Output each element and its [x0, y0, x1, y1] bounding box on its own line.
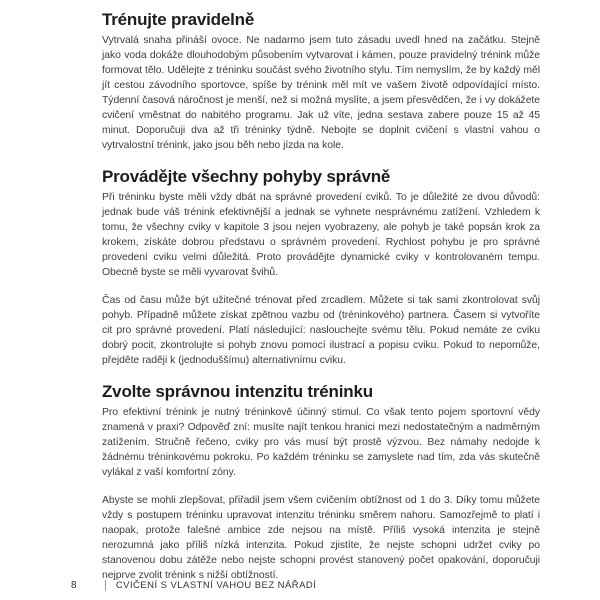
page-content	[102, 9, 540, 583]
section-correct-movement	[102, 166, 540, 368]
section-train-regularly	[102, 9, 540, 153]
body-paragraph: Čas od času může být užitečné trénovat před zrcadlem. Můžete si tak sami zkontrolovat svůj pohyb. Případně můžete získat zpětnou vazbu od (tréninkového) partnera. Časem si vytvoříte cit pro správné provedení. Platí následující: naslouchejte svému tělu. Pokud nemáte ze cviku dobrý pocit, zkontrolujte si pohyb znovu pomocí ilustrací a popisu cviku. Pokud to nepomůže, přejděte raději k (jednoduššímu) alternativnímu cviku.	[102, 295, 540, 366]
page-footer	[71, 579, 316, 591]
section-training-intensity	[102, 381, 540, 583]
section-heading: Trénujte pravidelně	[102, 10, 255, 29]
body-paragraph: Abyste se mohli zlepšovat, přiřadil jsem všem cvičením obtížnost od 1 do 3. Díky tomu můžete vždy s postupem tréninku upravovat intenzitu tréninku směrem nahoru. Samozřejmě to platí i naopak, protože falešné ambice zde nejsou na místě. Příliš vysoká intenzita je stejně nerozumná jako příliš nízká intenzita. Pokud zjistíte, že nejste schopni udržet cviky po stanovenou dobu zátěže nebo nejste schopni provést stanovený počet opakování, doporučuji nejprve zvolit trénink s nižší obtížností.	[102, 495, 540, 581]
footer-book-title: CVIČENÍ S VLASTNÍ VAHOU BEZ NÁŘADÍ	[115, 579, 317, 591]
body-paragraph: Při tréninku byste měli vždy dbát na správné provedení cviků. To je důležité ze dvou důvodů: jednak bude váš trénink efektivnější a jednak se vyhnete nesprávnému zatížení. Vzhledem k tomu, že všechny cviky v kapitole 3 jsou nejen vyobrazeny, ale pohyb je také popsán krok za krokem, získáte dobrou představu o správném provedení. Rychlost pohybu je pro správné provedení cviku velmi důležitá. Proto provádějte dynamické cviky v kontrolovaném tempu. Obecně byste se měli vyvarovat švihů.	[102, 192, 540, 278]
section-heading: Zvolte správnou intenzitu tréninku	[102, 382, 373, 401]
body-paragraph: Vytrvalá snaha přináší ovoce. Ne nadarmo jsem tuto zásadu uvedl hned na začátku. Stejně jako voda dokáže dlouhodobým působením vytvarovat i kámen, pouze pravidelný trénink může formovat tělo. Udělejte z tréninku součást svého životního stylu. Tím nemyslím, že by každý měl jít cestou závodního sportovce, spíše by trénink měl mít ve vašem životě odpovídající místo. Týdenní časová náročnost je menší, než si možná myslíte, a jsem přesvědčen, že i vy dokážete cvičení vměstnat do nabitého programu. Jak už víte, jedna sestava zabere pouze 15 až 45 minut. Doporučuji dva až tři tréninky týdně. Nebojte se doplnit cvičení s vlastní vahou o vytrvalostní trénink, jako jsou běh nebo jízda na kole.	[102, 35, 540, 151]
page-number: 8	[71, 579, 77, 591]
section-heading: Provádějte všechny pohyby správně	[102, 167, 391, 186]
footer-divider: |	[104, 579, 107, 591]
body-paragraph: Pro efektivní trénink je nutný tréninkově účinný stimul. Co však tento pojem sportovní vědy znamená v praxi? Odpověď zní: musíte najít tenkou hranici mezi nedostatečným a nadměrným zatížením. Stručně řečeno, cviky pro vás musí být prostě výzvou. Bez námahy nedojde k žádnému tréninkovému pokroku. Po každém tréninku se zamyslete nad tím, zda vás skutečně vylákal z vaší komfortní zóny.	[102, 407, 540, 478]
